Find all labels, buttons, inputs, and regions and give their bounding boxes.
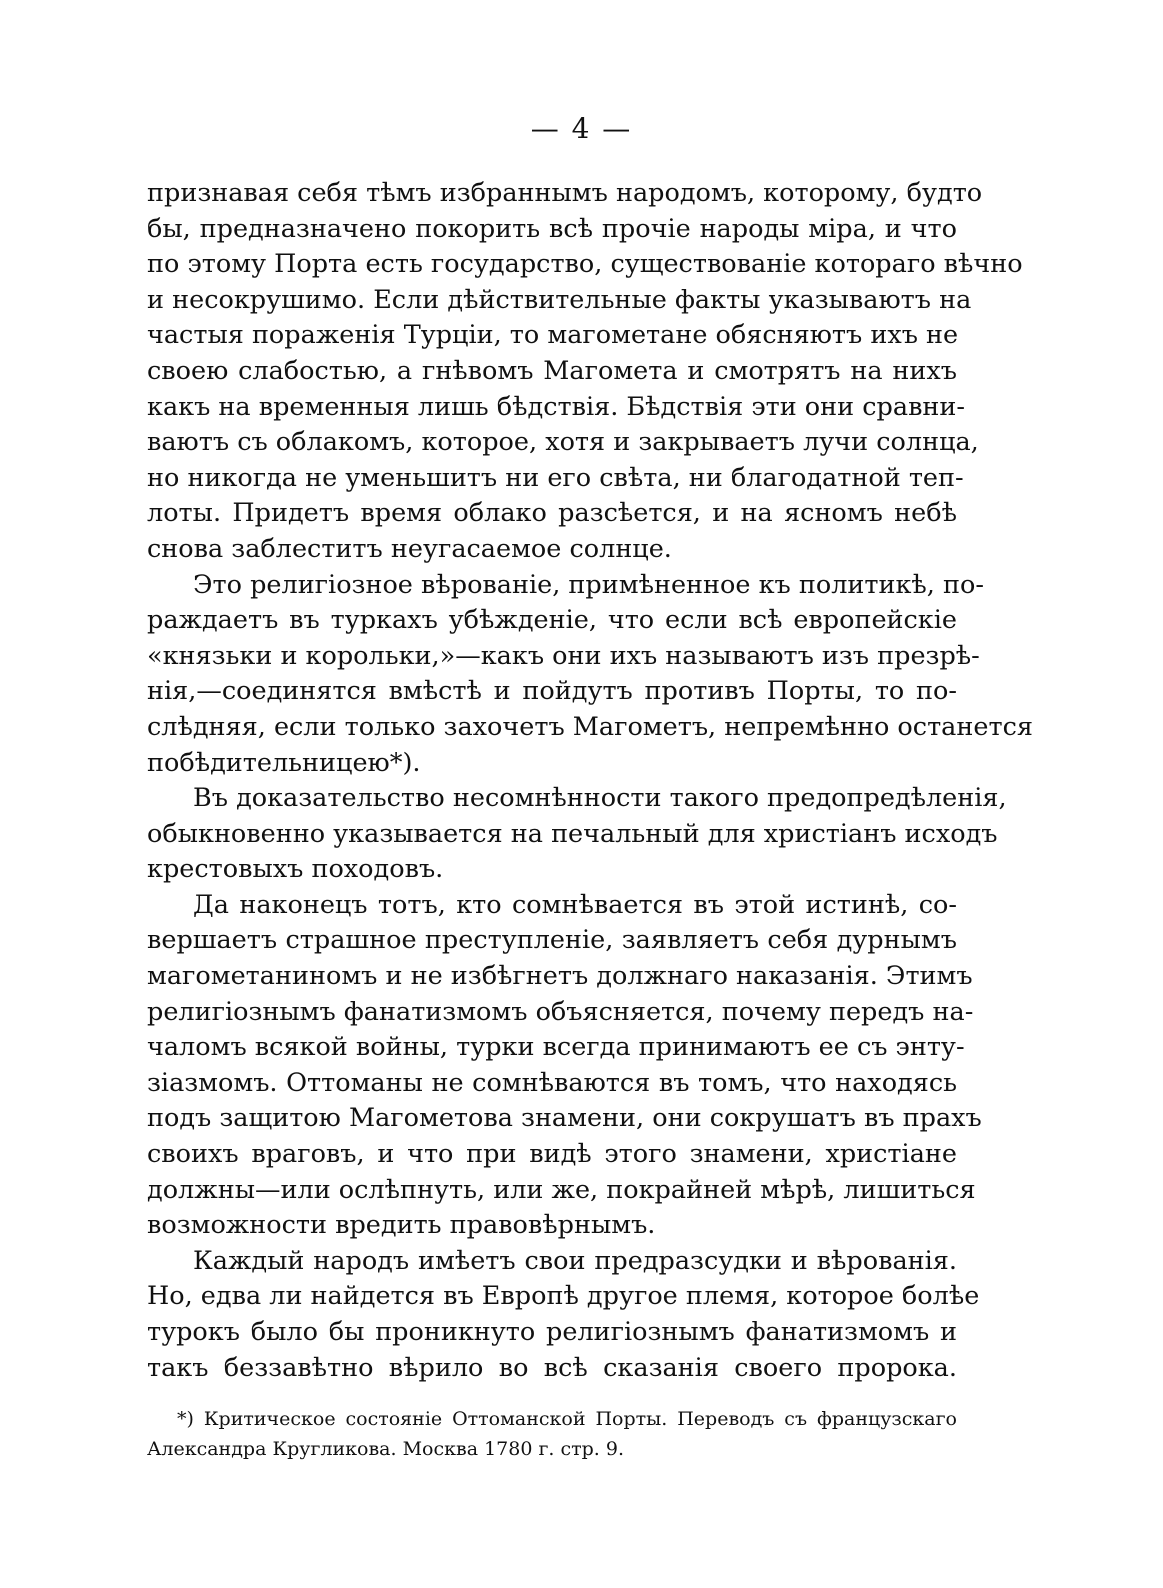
text-line: частыя пораженія Турціи, то магометане обясняютъ ихъ не	[147, 320, 959, 351]
text-line: «князьки и корольки,»—какъ они ихъ называютъ изъ презрѣ-	[147, 640, 980, 671]
body-text	[147, 176, 1033, 1386]
text-line: Но, едва ли найдется въ Европѣ другое племя, которое болѣе	[147, 1281, 980, 1312]
text-line: Въ доказательство несомнѣнности такого предопредѣленія,	[193, 783, 1007, 814]
text-line: побѣдительницею*).	[147, 747, 421, 778]
text-line: подъ защитою Магометова знамени, они сокрушатъ въ прахъ	[147, 1103, 982, 1134]
text-line: такъ беззавѣтно вѣрило во всѣ сказанія своего пророка.	[147, 1352, 957, 1383]
paragraph-2	[147, 568, 1033, 782]
text-line: слѣдняя, если только захочетъ Магометъ, непремѣнно останется	[147, 711, 1033, 742]
paragraph-3	[147, 781, 1007, 888]
paragraph-5	[147, 1244, 980, 1386]
paragraph-4	[147, 888, 982, 1244]
text-line: своею слабостью, а гнѣвомъ Магомета и смотрятъ на нихъ	[147, 355, 957, 386]
text-line: вершаетъ страшное преступленіе, заявляетъ себя дурнымъ	[147, 925, 957, 956]
text-line: ваютъ съ облакомъ, которое, хотя и закрываетъ лучи солнца,	[147, 427, 979, 458]
text-line: какъ на временныя лишь бѣдствія. Бѣдствія эти они сравни-	[147, 391, 966, 422]
text-line: чаломъ всякой войны, турки всегда принимаютъ ее съ энту-	[147, 1032, 965, 1063]
text-line: но никогда не уменьшитъ ни его свѣта, ни благодатной теп-	[147, 462, 964, 493]
text-line: должны—или ослѣпнуть, или же, покрайней мѣрѣ, лишиться	[147, 1174, 976, 1205]
text-line: по этому Порта есть государство, существованіе котораго вѣчно	[147, 249, 1023, 280]
text-line: крестовыхъ походовъ.	[147, 854, 444, 885]
text-line: зіазмомъ. Оттоманы не сомнѣваются въ томъ, что находясь	[147, 1067, 957, 1098]
text-line: Это религіозное вѣрованіе, примѣненное къ политикѣ, по-	[193, 569, 984, 600]
text-line: возможности вредить правовѣрнымъ.	[147, 1210, 656, 1241]
text-line: нія,—соединятся вмѣстѣ и пойдутъ противъ Порты, то по-	[147, 676, 957, 707]
text-line: снова заблеститъ неугасаемое солнце.	[147, 533, 672, 564]
footnote-line: Александра Кругликова. Москва 1780 г. стр. 9.	[147, 1438, 625, 1460]
footnote-line: *) Критическое состояніе Оттоманской Порты. Переводъ съ французскаго	[177, 1408, 957, 1430]
text-line: религіознымъ фанатизмомъ объясняется, почему передъ на-	[147, 996, 974, 1027]
text-line: своихъ враговъ, и что при видѣ этого знамени, христіане	[147, 1139, 957, 1170]
text-line: обыкновенно указывается на печальный для христіанъ исходъ	[147, 818, 998, 849]
page-number: — 4 —	[530, 112, 633, 145]
footnote	[147, 1404, 957, 1464]
text-line: лоты. Придетъ время облако разсѣется, и на ясномъ небѣ	[147, 498, 957, 529]
text-line: и несокрушимо. Если дѣйствительные факты указываютъ на	[147, 284, 972, 315]
text-line: магометаниномъ и не избѣгнетъ должнаго наказанія. Этимъ	[147, 961, 973, 992]
text-line: Каждый народъ имѣетъ свои предразсудки и вѣрованія.	[193, 1245, 957, 1276]
paragraph-1	[147, 176, 1023, 568]
text-line: раждаетъ въ туркахъ убѣжденіе, что если всѣ европейскіе	[147, 605, 957, 636]
text-line: признавая себя тѣмъ избраннымъ народомъ, которому, будто	[147, 178, 983, 208]
text-line: Да наконецъ тотъ, кто сомнѣвается въ этой истинѣ, со-	[193, 889, 957, 920]
text-line: турокъ было бы проникнуто религіознымъ фанатизмомъ и	[147, 1317, 957, 1347]
text-line: бы, предназначено покорить всѣ прочіе народы міра, и что	[147, 213, 957, 244]
